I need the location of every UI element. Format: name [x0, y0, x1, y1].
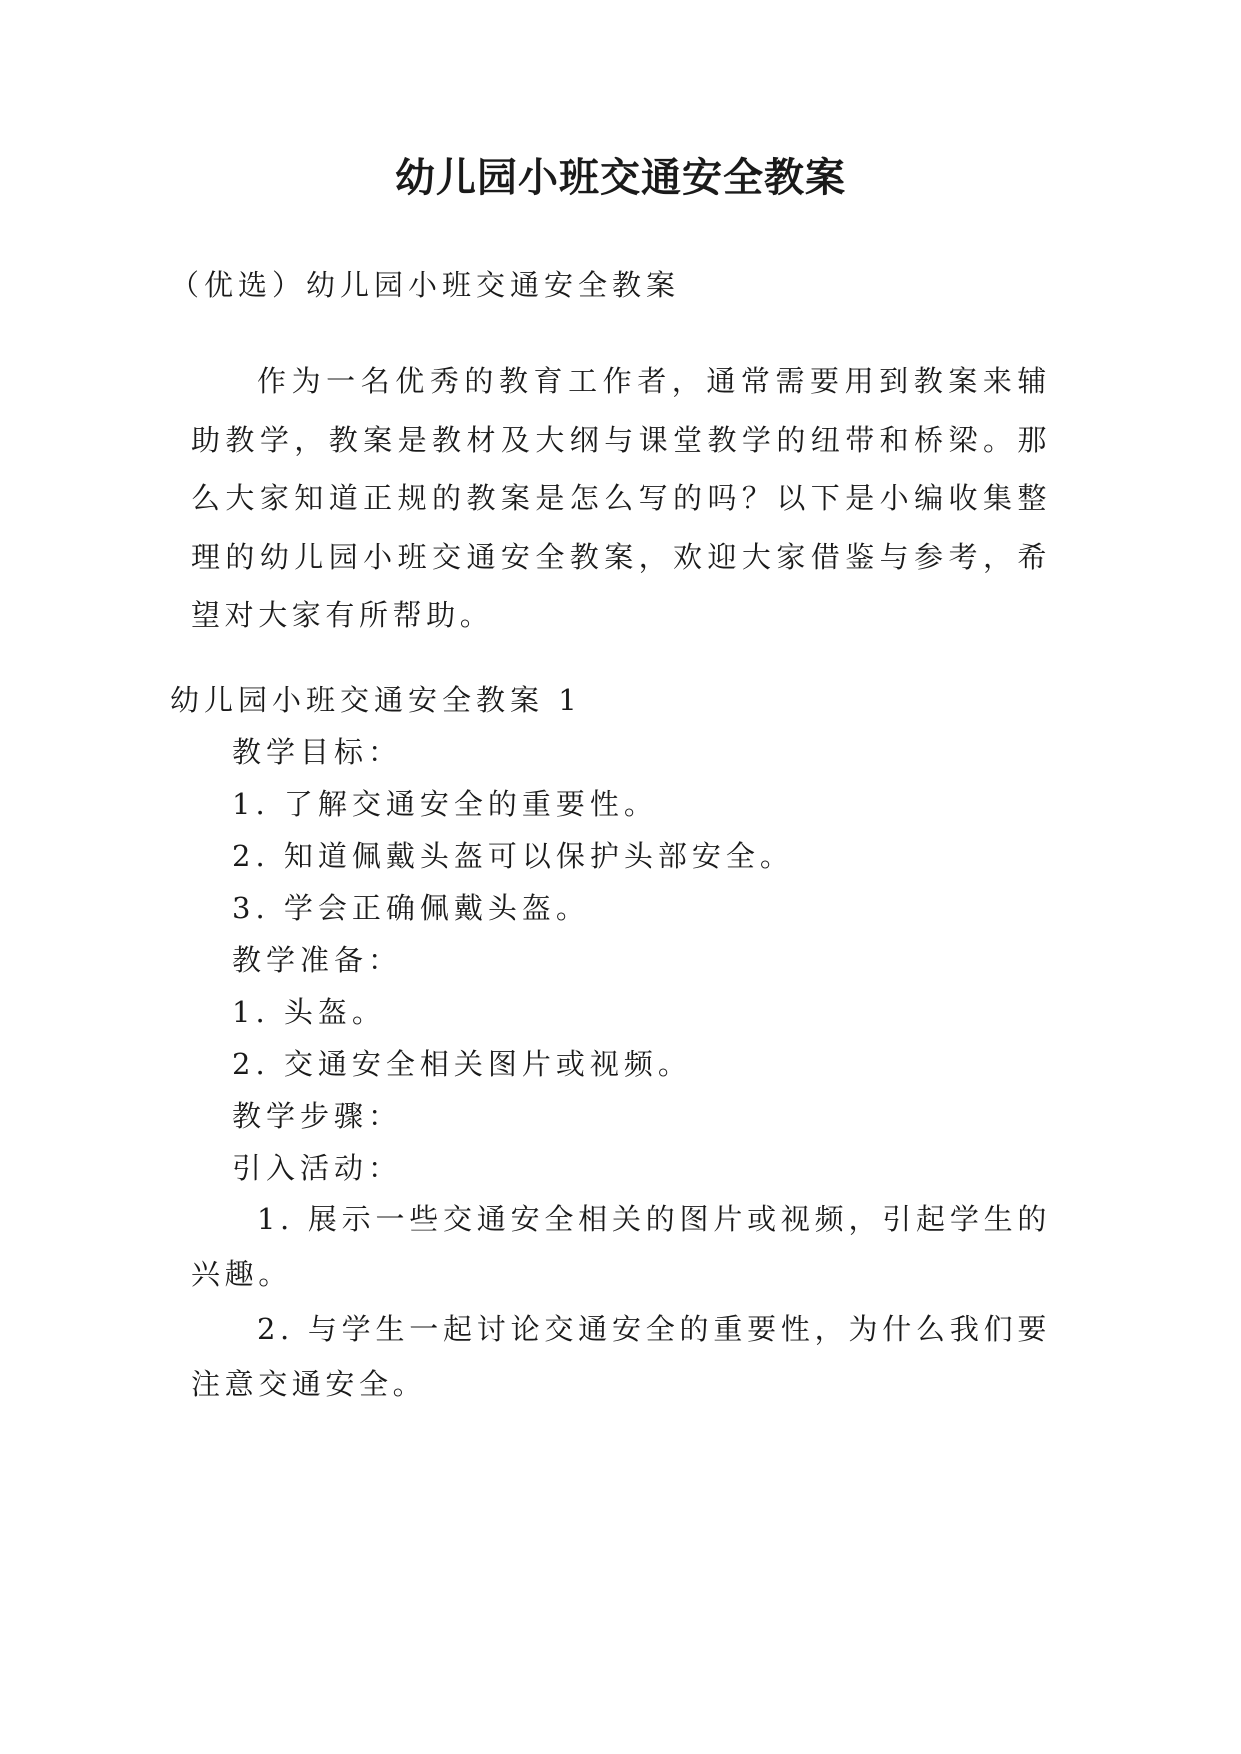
intro-paragraph: 作为一名优秀的教育工作者，通常需要用到教案来辅助教学，教案是教材及大纲与课堂教学的纽带和桥梁。那么大家知道正规的教案是怎么写的吗？以下是小编收集整理的幼儿园小班交通安全教案，欢迎大家借鉴与参考，希望对大家有所帮助。 [191, 364, 1051, 633]
activity-item-2: 2. 与学生一起讨论交通安全的重要性，为什么我们要注意交通安全。 [191, 1312, 1051, 1401]
section-heading: 幼儿园小班交通安全教案 1 [170, 683, 582, 717]
goals-heading: 教学目标： [232, 735, 403, 769]
goal-item-1: 1. 了解交通安全的重要性。 [232, 787, 658, 821]
activity-heading: 引入活动： [232, 1151, 403, 1185]
prep-heading: 教学准备： [232, 943, 403, 977]
activity-item-1: 1. 展示一些交通安全相关的图片或视频，引起学生的兴趣。 [191, 1202, 1051, 1291]
prep-item-2: 2. 交通安全相关图片或视频。 [232, 1047, 692, 1081]
goal-item-2: 2. 知道佩戴头盔可以保护头部安全。 [232, 839, 794, 873]
steps-heading: 教学步骤： [232, 1099, 403, 1133]
goal-item-3: 3. 学会正确佩戴头盔。 [232, 891, 590, 925]
prep-item-1: 1. 头盔。 [232, 995, 386, 1029]
document-title: 幼儿园小班交通安全教案 [395, 155, 846, 201]
document-subtitle: （优选）幼儿园小班交通安全教案 [170, 268, 681, 302]
